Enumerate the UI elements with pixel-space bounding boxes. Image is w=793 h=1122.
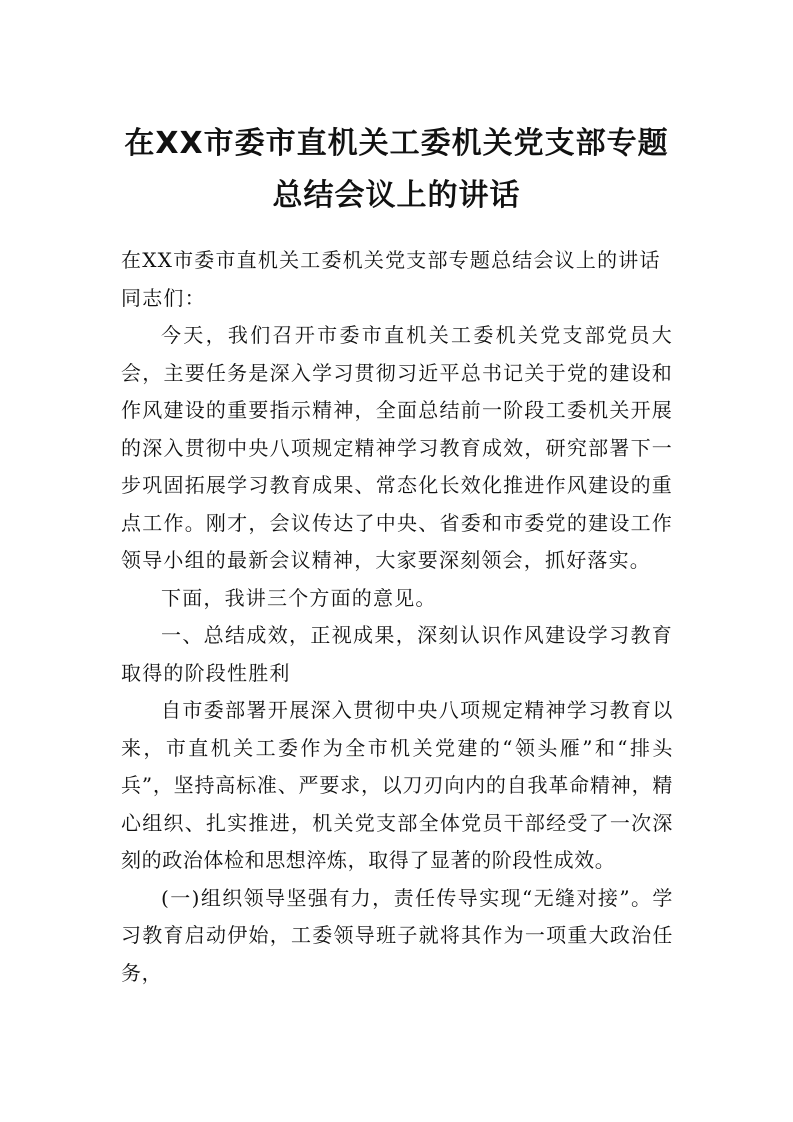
salutation: 同志们： (121, 285, 206, 310)
paragraph-intro: 今天，我们召开市委市直机关工委机关党支部党员大会，主要任务是深入学习贯彻习近平总书记关于党的建设和作风建设的重要指示精神，全面总结前一阶段工委机关开展的深入贯彻中央八项规定精神学习教育成效，研究部署下一步巩固拓展学习教育成果、常态化长效化推进作风建设的重点工作。刚才，会议传达了中央、省委和市委党的建设工作领导小组的最新会议精神，大家要深刻领会，抓好落实。 (121, 323, 673, 572)
paragraph-section-1: 自市委部署开展深入贯彻中央八项规定精神学习教育以来，市直机关工委作为全市机关党建的“领头雁”和“排头兵”，坚持高标准、严要求，以刀刃向内的自我革命精神，精心组织、扎实推进，机关党支部全体党员干部经受了一次深刻的政治体检和思想淬炼，取得了显著的阶段性成效。 (121, 698, 673, 872)
paragraph-outline: 下面，我讲三个方面的意见。 (161, 585, 437, 610)
section-heading-1: 一、总结成效，正视成果，深刻认识作风建设学习教育取得的阶段性胜利 (121, 623, 673, 685)
header-line: 在XX市委市直机关工委机关党支部专题总结会议上的讲话 (121, 248, 661, 272)
paragraph-subsection-1: (一)组织领导坚强有力，责任传导实现“无缝对接”。学习教育启动伊始，工委领导班子就将其作为一项重大政治任务， (121, 885, 673, 985)
document-title: 在XX市委市直机关工委机关党支部专题总结会议上的讲话 (124, 126, 669, 213)
document-body (121, 242, 673, 992)
